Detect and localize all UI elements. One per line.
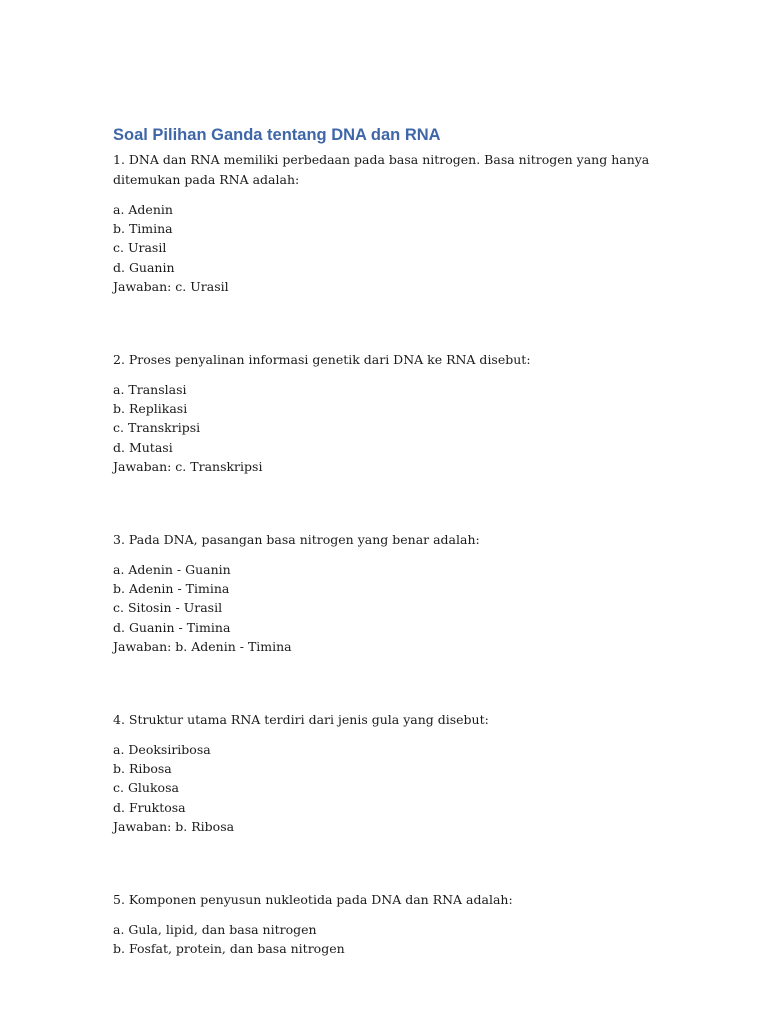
answer-text: Jawaban: b. Adenin - Timina bbox=[113, 638, 292, 654]
option-item: d. Fruktosa bbox=[113, 799, 186, 815]
document-page bbox=[113, 124, 673, 1012]
option-list bbox=[113, 560, 673, 637]
question-text: 4. Struktur utama RNA terdiri dari jenis gula yang disebut: bbox=[113, 712, 489, 728]
option-item: b. Fosfat, protein, dan basa nitrogen bbox=[113, 941, 345, 957]
option-item: d. Guanin bbox=[113, 259, 175, 275]
answer-text: Jawaban: b. Ribosa bbox=[113, 818, 235, 834]
option-item: c. Sitosin - Urasil bbox=[113, 600, 223, 616]
question-block-1 bbox=[113, 150, 673, 296]
option-item: a. Adenin bbox=[113, 202, 173, 217]
option-list bbox=[113, 200, 673, 277]
option-item: b. Adenin - Timina bbox=[113, 581, 230, 597]
option-item: d. Guanin - Timina bbox=[113, 619, 231, 635]
question-text: 3. Pada DNA, pasangan basa nitrogen yang benar adalah: bbox=[113, 532, 480, 548]
answer-text: Jawaban: c. Transkripsi bbox=[113, 458, 263, 474]
option-item: c. Glukosa bbox=[113, 780, 179, 796]
option-item: d. Mutasi bbox=[113, 439, 173, 455]
question-block-2 bbox=[113, 350, 673, 476]
option-item: c. Urasil bbox=[113, 240, 167, 256]
option-list bbox=[113, 920, 673, 958]
option-item: a. Gula, lipid, dan basa nitrogen bbox=[113, 922, 317, 938]
question-text: 5. Komponen penyusun nukleotida pada DNA dan RNA adalah: bbox=[113, 892, 513, 908]
option-item: b. Timina bbox=[113, 221, 173, 237]
option-item: b. Ribosa bbox=[113, 761, 172, 777]
question-text: 2. Proses penyalinan informasi genetik dari DNA ke RNA disebut: bbox=[113, 352, 531, 368]
question-block-4 bbox=[113, 710, 673, 836]
option-item: a. Adenin - Guanin bbox=[113, 562, 231, 578]
option-item: a. Translasi bbox=[113, 382, 187, 398]
option-item: a. Deoksiribosa bbox=[113, 742, 211, 758]
option-list bbox=[113, 740, 673, 817]
option-item: c. Transkripsi bbox=[113, 420, 201, 436]
option-list bbox=[113, 380, 673, 457]
answer-text: Jawaban: c. Urasil bbox=[113, 278, 229, 294]
question-block-5 bbox=[113, 890, 673, 958]
document-title: Soal Pilihan Ganda tentang DNA dan RNA bbox=[113, 126, 441, 144]
question-block-3 bbox=[113, 530, 673, 656]
option-item: b. Replikasi bbox=[113, 401, 188, 417]
question-text: 1. DNA dan RNA memiliki perbedaan pada basa nitrogen. Basa nitrogen yang hanya ditemukan pada RNA adalah: bbox=[113, 152, 650, 187]
